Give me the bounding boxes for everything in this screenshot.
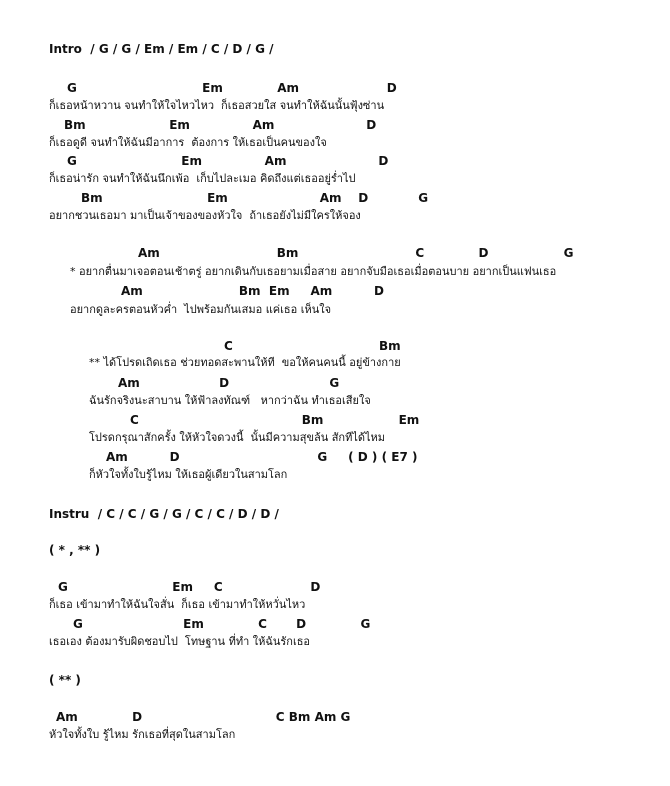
lyric-line: ก็เธอ เข้ามาทำให้ฉันใจสั่น ก็เธอ เข้ามาทำให้หวั่นไหว: [49, 598, 306, 611]
chord-line: G Em Am D: [67, 81, 397, 95]
chord-line: Am D G ( D ) ( E7 ): [106, 450, 418, 464]
lyric-line: ก็เธอดูดี จนทำให้ฉันมีอาการ ต้องการ ให้เธอเป็นคนของใจ: [49, 136, 327, 149]
chord-line: C Bm: [224, 339, 401, 353]
lyric-line: ก็หัวใจทั้งใบรู้ไหม ให้เธอผู้เดียวในสามโลก: [89, 468, 288, 481]
chord-line: Am D C Bm Am G: [56, 710, 351, 724]
chord-line: Am D G: [118, 376, 340, 390]
lyric-line: อยากชวนเธอมา มาเป็นเจ้าของของหัวใจ ถ้าเธอยังไม่มีใครให้จอง: [49, 209, 361, 222]
section-label: ( ** ): [49, 673, 81, 687]
lyric-line: อยากดูละครตอนหัวค่ำ ไปพร้อมกันเสมอ แค่เธอ เห็นใจ: [70, 303, 332, 316]
lyric-line: ** ได้โปรดเถิดเธอ ช่วยทอดสะพานให้ที ขอให้คนคนนี้ อยู่ข้างกาย: [89, 356, 401, 369]
section-label: ( * , ** ): [49, 543, 101, 557]
chord-line: Bm Em Am D: [64, 118, 377, 132]
lyric-line: ฉันรักจริงนะสาบาน ให้ฟ้าลงทัณฑ์ หากว่าฉัน ทำเธอเสียใจ: [89, 394, 371, 407]
chord-line: Bm Em Am D G: [81, 191, 429, 205]
lyric-line: เธอเอง ต้องมารับผิดชอบไป โทษฐาน ที่ทำ ให้ฉันรักเธอ: [49, 635, 311, 648]
chord-line: Am Bm C D G: [138, 246, 574, 260]
lyric-line: ก็เธอน่ารัก จนทำให้ฉันนึกเพ้อ เก็บไปละเมอ คิดถึงแต่เธออยู่ร่ำไป: [49, 172, 356, 185]
chord-line: G Em Am D: [67, 154, 389, 168]
intro-line: Intro / G / G / Em / Em / C / D / G /: [49, 42, 274, 56]
lyric-line: โปรดกรุณาสักครั้ง ให้หัวใจดวงนี้ นั้นมีความสุขล้น สักทีได้ไหม: [89, 431, 386, 444]
chord-line: G Em C D G: [73, 617, 371, 631]
chord-line: Am Bm Em Am D: [121, 284, 385, 298]
chord-line: C Bm Em: [130, 413, 420, 427]
chord-line: G Em C D: [58, 580, 321, 594]
instru-line: Instru / C / C / G / G / C / C / D / D /: [49, 507, 279, 521]
lyric-line: ก็เธอหน้าหวาน จนทำให้ใจไหวไหว ก็เธอสวยใส จนทำให้ฉันนั้นฟุ้งซ่าน: [49, 99, 385, 112]
lyric-line: * อยากตื่นมาเจอตอนเช้าตรู่ อยากเดินกับเธอยามเมื่อสาย อยากจับมือเธอเมื่อตอนบาย อยากเป็นแฟนเธอ: [70, 265, 557, 278]
lyric-line: หัวใจทั้งใบ รู้ไหม รักเธอที่สุดในสามโลก: [49, 728, 236, 741]
